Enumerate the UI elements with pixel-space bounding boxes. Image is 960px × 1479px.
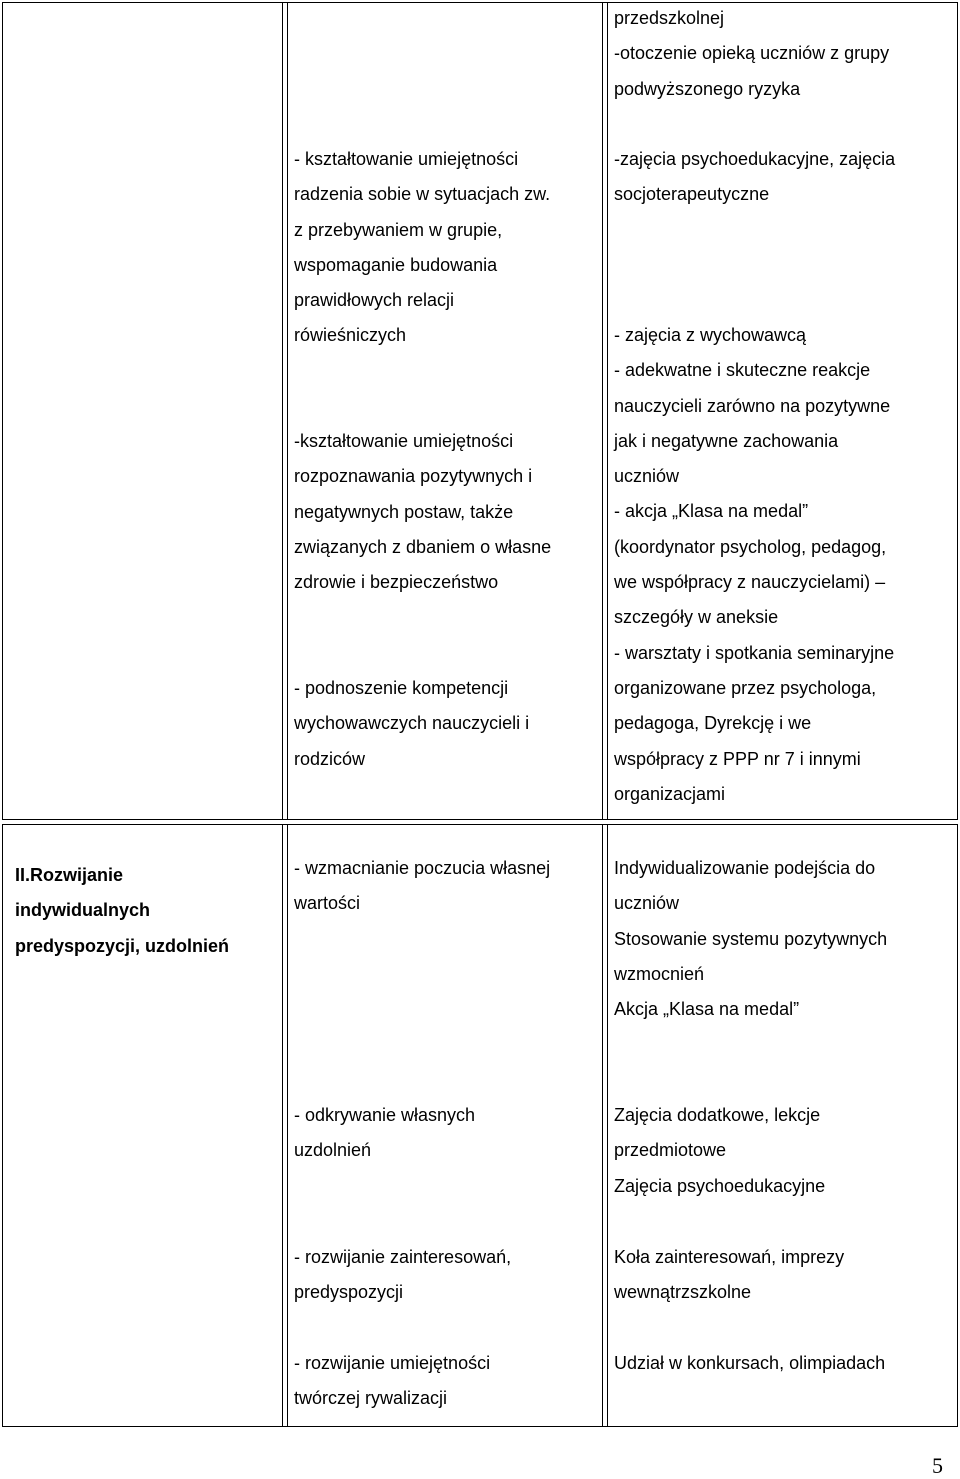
text-line: uczniów (614, 893, 680, 914)
goal-1 (294, 851, 550, 922)
text-line: twórczej rywalizacji (294, 1388, 448, 1409)
text-line: - rozwijanie zainteresowań, (294, 1247, 512, 1267)
row2-col3-block-1 (614, 142, 895, 213)
row2-col2-block-3 (294, 671, 529, 777)
text-line: uczniów (614, 466, 680, 487)
text-line: pedagoga, Dyrekcję i we (614, 713, 812, 734)
text-line: - odkrywanie własnych (294, 1105, 476, 1125)
heading-line: II.Rozwijanie (15, 865, 124, 885)
table-bottom-border (2, 1426, 958, 1427)
methods-4 (614, 1346, 885, 1381)
col-border-1-outer-top (282, 2, 283, 819)
text-line: przedszkolnej (614, 8, 725, 28)
goal-3 (294, 1240, 511, 1311)
text-line: - warsztaty i spotkania seminaryjne (614, 642, 895, 663)
text-line: socjoterapeutyczne (614, 184, 770, 205)
text-line: -zajęcia psychoedukacyjne, zajęcia (614, 149, 896, 169)
col-border-2-outer-top (602, 2, 603, 819)
text-line: - akcja „Klasa na medal” (614, 501, 809, 522)
text-line: rozpoznawania pozytywnych i (294, 466, 533, 487)
text-line: Akcja „Klasa na medal” (614, 999, 800, 1020)
text-line: rodziców (294, 748, 366, 769)
text-line: związanych z dbaniem o własne (294, 536, 552, 557)
heading-line: predyspozycji, uzdolnień (15, 935, 230, 956)
text-line: jak i negatywne zachowania (614, 430, 839, 451)
text-line: wzmocnień (614, 963, 705, 984)
text-line: predyspozycji (294, 1282, 404, 1303)
col-border-1-inner-bottom (287, 824, 288, 1426)
row-separator-outer (2, 819, 958, 820)
text-line: uzdolnień (294, 1140, 372, 1161)
text-line: Stosowanie systemu pozytywnych (614, 928, 888, 949)
text-line: Koła zainteresowań, imprezy (614, 1247, 845, 1267)
col-border-left-bottom (2, 824, 3, 1426)
text-line: we współpracy z nauczycielami) – (614, 572, 886, 593)
text-line: - adekwatne i skuteczne reakcje (614, 360, 871, 381)
page-number: 5 (932, 1453, 943, 1478)
section-heading (15, 858, 229, 964)
text-line: wychowawczych nauczycieli i (294, 713, 530, 734)
text-line: organizowane przez psychologa, (614, 677, 877, 698)
text-line: wspomaganie budowania (294, 254, 498, 275)
col-border-2-inner-bottom (607, 824, 608, 1426)
text-line: zdrowie i bezpieczeństwo (294, 572, 499, 593)
text-line: -otoczenie opieką uczniów z grupy (614, 43, 890, 64)
text-line: rówieśniczych (294, 325, 407, 346)
text-line: organizacjami (614, 783, 726, 804)
text-line: współpracy z PPP nr 7 i innymi (614, 748, 861, 769)
text-line: - rozwijanie umiejętności (294, 1353, 491, 1373)
col-border-1-inner-top (287, 2, 288, 819)
text-line: Zajęcia dodatkowe, lekcje (614, 1105, 821, 1125)
text-line: nauczycieli zarówno na pozytywne (614, 395, 891, 416)
text-line: radzenia sobie w sytuacjach zw. (294, 184, 551, 205)
text-line: Udział w konkursach, olimpiadach (614, 1353, 886, 1373)
text-line: (koordynator psycholog, pedagog, (614, 536, 887, 557)
text-line: przedmiotowe (614, 1140, 727, 1161)
text-line: - wzmacnianie poczucia własnej (294, 858, 551, 878)
row1-col3-text (614, 1, 889, 107)
text-line: Zajęcia psychoedukacyjne (614, 1175, 826, 1196)
text-line: - zajęcia z wychowawcą (614, 325, 807, 345)
col-border-left-top (2, 2, 3, 819)
col-border-2-outer-bottom (602, 824, 603, 1426)
text-line: wartości (294, 893, 361, 914)
text-line: - podnoszenie kompetencji (294, 678, 509, 698)
col-border-right-bottom (957, 824, 958, 1426)
col-border-right-top (957, 2, 958, 819)
row-separator-inner (2, 824, 958, 825)
text-line: prawidłowych relacji (294, 290, 455, 311)
row2-col2-block-1 (294, 142, 550, 354)
text-line: wewnątrzszkolne (614, 1282, 752, 1303)
text-line: -kształtowanie umiejętności (294, 431, 514, 451)
methods-3 (614, 1240, 844, 1311)
text-line: podwyższonego ryzyka (614, 78, 801, 99)
row2-col2-block-2 (294, 424, 551, 600)
text-line: z przebywaniem w grupie, (294, 219, 503, 240)
text-line: - kształtowanie umiejętności (294, 149, 519, 169)
text-line: negatywnych postaw, także (294, 501, 514, 522)
row2-col3-block-2 (614, 318, 894, 812)
methods-1 (614, 851, 887, 1027)
heading-line: indywidualnych (15, 900, 151, 921)
col-border-2-inner-top (607, 2, 608, 819)
text-line: szczegóły w aneksie (614, 607, 779, 628)
col-border-1-outer-bottom (282, 824, 283, 1426)
methods-2 (614, 1098, 825, 1204)
goal-2 (294, 1098, 475, 1169)
goal-4 (294, 1346, 490, 1417)
text-line: Indywidualizowanie podejścia do (614, 858, 876, 878)
